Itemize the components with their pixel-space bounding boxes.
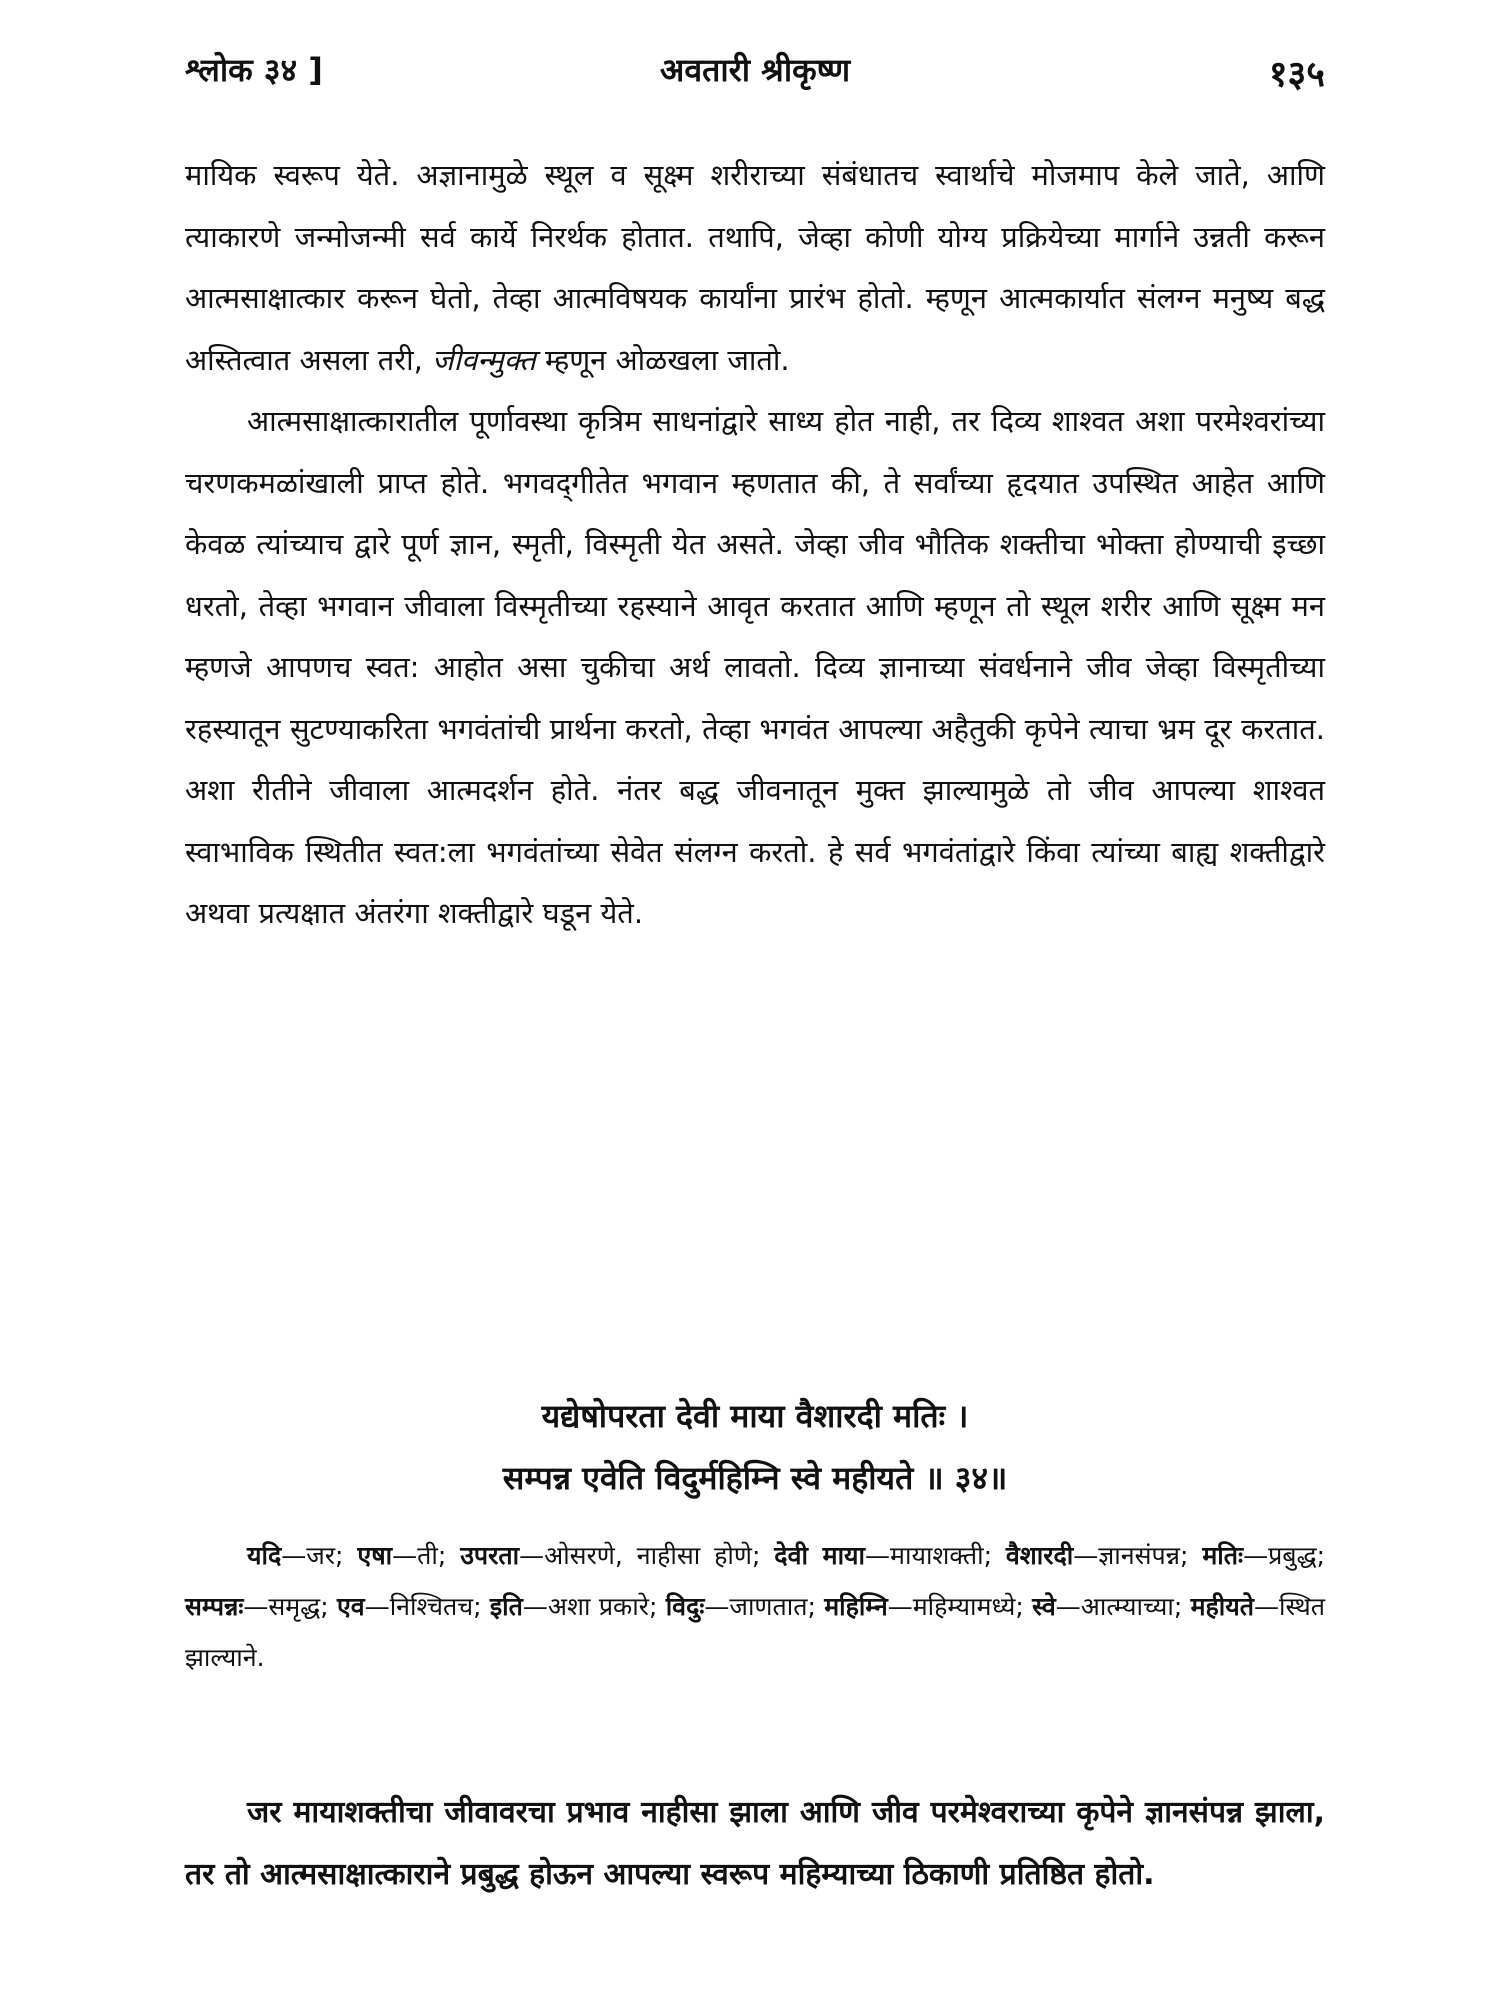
synonym-meaning: ती bbox=[417, 1541, 438, 1570]
verse-line-2: सम्पन्न एवेति विदुर्महिम्नि स्वे महीयते ॥ ३४॥ bbox=[502, 1459, 1008, 1497]
synonym-word: विदुः bbox=[665, 1592, 705, 1621]
header-verse-ref: श्लोक ३४ ] bbox=[185, 51, 323, 89]
synonym-word: स्वे bbox=[1032, 1592, 1056, 1621]
synonym-meaning: आत्म्याच्या bbox=[1080, 1592, 1174, 1621]
synonym-meaning: ज्ञानसंपन्न bbox=[1098, 1541, 1180, 1570]
synonym-word: एषा bbox=[357, 1541, 393, 1570]
synonym-word: यदि bbox=[247, 1541, 282, 1570]
synonym-word: वैशारदी bbox=[1005, 1541, 1074, 1570]
body-p1-italic-term: जीवन्मुक्त bbox=[432, 342, 536, 377]
synonym-word: मतिः bbox=[1202, 1541, 1244, 1570]
page-number: १३५ bbox=[1268, 54, 1325, 95]
synonym-meaning: जर bbox=[306, 1541, 336, 1570]
header-chapter-title: अवतारी श्रीकृष्ण bbox=[659, 51, 851, 89]
synonym-word: सम्पन्नः bbox=[185, 1592, 244, 1621]
synonym-meaning: स्थित झाल्याने. bbox=[185, 1592, 1325, 1672]
synonym-word: उपरता bbox=[460, 1541, 520, 1570]
verse-line-1: यद्येषोपरता देवी माया वैशारदी मतिः । bbox=[541, 1397, 969, 1435]
synonym-meaning: अशा प्रकारे bbox=[547, 1592, 649, 1621]
verse-translation: जर मायाशक्तीचा जीवावरचा प्रभाव नाहीसा झाला आणि जीव परमेश्वराच्या कृपेने ज्ञानसंपन्न झाला, तर तो आत्मसाक्षात्काराने प्रबुद्ध होऊन आपल्या स्वरूप महिम्याच्या ठिकाणी प्रतिष्ठित होतो. bbox=[185, 1795, 1325, 1892]
body-p1-text: मायिक स्वरूप येते. अज्ञानामुळे स्थूल व सूक्ष्म शरीराच्या संबंधातच स्वार्थाचे मोजमाप केले जाते, आणि त्याकारणे जन्मोजन्मी सर्व कार्ये निरर्थक होतात. तथापि, जेव्हा कोणी योग्य प्रक्रियेच्या मार्गाने उन्नती करून आत्मसाक्षात्कार करून घेतो, तेव्हा आत्मविषयक कार्यांना प्रारंभ होतो. म्हणून आत्मकार्यात संलग्न मनुष्य बद्ध अस्तित्वात असला तरी, bbox=[185, 158, 1325, 377]
synonym-meaning: प्रबुद्ध bbox=[1268, 1541, 1317, 1570]
running-header bbox=[185, 48, 1325, 108]
synonym-word: एव bbox=[336, 1592, 365, 1621]
synonym-meaning: जाणतात bbox=[729, 1592, 808, 1621]
synonym-word: महिम्नि bbox=[824, 1592, 888, 1621]
sanskrit-verse bbox=[185, 1385, 1325, 1509]
synonym-word: देवी माया bbox=[774, 1541, 866, 1570]
synonym-meaning: ओसरणे, नाहीसा होणे bbox=[544, 1541, 752, 1570]
synonym-meaning: महिम्यामध्ये bbox=[912, 1592, 1016, 1621]
synonym-meaning: मायाशक्ती bbox=[890, 1541, 984, 1570]
synonym-meaning: समृद्ध bbox=[268, 1592, 321, 1621]
synonym-meaning: निश्चितच bbox=[389, 1592, 474, 1621]
body-paragraph-2: आत्मसाक्षात्कारातील पूर्णावस्था कृत्रिम साधनांद्वारे साध्य होत नाही, तर दिव्य शाश्वत अशा परमेश्वरांच्या चरणकमळांखाली प्राप्त होते. भगवद्‌गीतेत भगवान म्हणतात की, ते सर्वांच्या हृदयात उपस्थित आहेत आणि केवळ त्यांच्याच द्वारे पूर्ण ज्ञान, स्मृती, विस्मृती येत असते. जेव्हा जीव भौतिक शक्तीचा भोक्ता होण्याची इच्छा धरतो, तेव्हा भगवान जीवाला विस्मृतीच्या रहस्याने आवृत करतात आणि म्हणून तो स्थूल शरीर आणि सूक्ष्म मन म्हणजे आपणच स्वत: आहोत असा चुकीचा अर्थ लावतो. दिव्य ज्ञानाच्या संवर्धनाने जीव जेव्हा विस्मृतीच्या रहस्यातून सुटण्याकरिता भगवंतांची प्रार्थना करतो, तेव्हा भगवंत आपल्या अहैतुकी कृपेने त्याचा भ्रम दूर करतात. अशा रीतीने जीवाला आत्मदर्शन होते. नंतर बद्ध जीवनातून मुक्त झाल्यामुळे तो जीव आपल्या शाश्वत स्वाभाविक स्थितीत स्वत:ला भगवंतांच्या सेवेत संलग्न करतो. हे सर्व भगवंतांद्वारे किंवा त्यांच्या बाह्य शक्तीद्वारे अथवा प्रत्यक्षात अंतरंगा शक्तीद्वारे घडून येते. bbox=[185, 404, 1325, 930]
synonym-word: महीयते bbox=[1190, 1592, 1255, 1621]
word-synonyms: यदि—जर; एषा—ती; उपरता—ओसरणे, नाहीसा होणे; देवी माया—मायाशक्ती; वैशारदी—ज्ञानसंपन्न; मतिः—प्रबुद्ध; सम्पन्नः—समृद्ध; एव—निश्चितच; इति—अशा प्रकारे; विदुः—जाणतात; महिम्नि—महिम्यामध्ये; स्वे—आत्म्याच्या; महीयते—स्थित झाल्याने. bbox=[185, 1541, 1325, 1672]
body-paragraph-1 bbox=[185, 145, 1325, 391]
synonym-word: इति bbox=[489, 1592, 523, 1621]
body-p1-text-end: म्हणून ओळखला जातो. bbox=[535, 342, 790, 377]
purport-body bbox=[185, 145, 1325, 945]
